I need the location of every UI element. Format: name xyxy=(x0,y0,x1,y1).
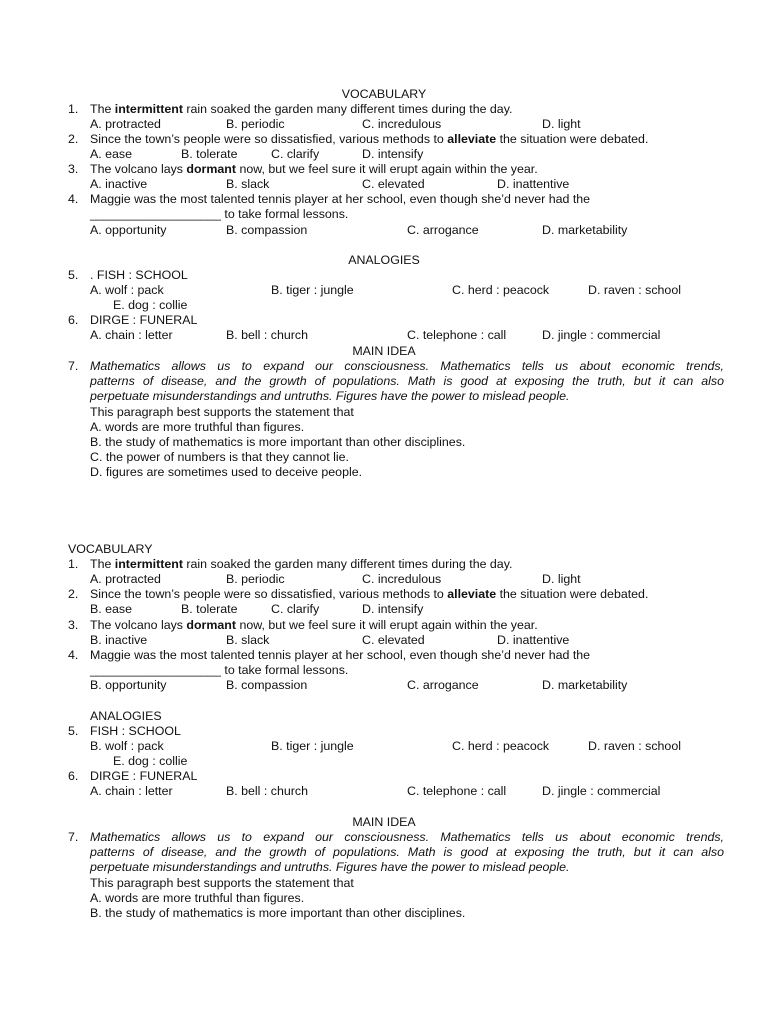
answer-option: B. the study of mathematics is more important than other disciplines. xyxy=(90,906,466,920)
answer-option: C. elevated xyxy=(362,177,425,191)
passage-line: patterns of disease, and the growth of populations. Math is good at exposing the truth, but it can also xyxy=(90,374,724,388)
answer-option: B. compassion xyxy=(226,223,308,237)
answer-option: C. telephone : call xyxy=(407,328,507,342)
answer-option: D. intensify xyxy=(362,602,424,616)
answer-option: B. wolf : pack xyxy=(90,739,164,753)
answer-option: A. protracted xyxy=(90,117,161,131)
answer-option: A. inactive xyxy=(90,177,148,191)
stem-text: rain soaked the garden many different times during the day. xyxy=(182,557,513,571)
stem-text: Since the town’s people were so dissatisfied, various methods to xyxy=(90,132,448,146)
answer-option: B. tolerate xyxy=(181,602,238,616)
answer-option: B. opportunity xyxy=(90,678,167,692)
answer-option: D. marketability xyxy=(542,678,628,692)
question-stem xyxy=(90,132,648,147)
stem-text: The volcano lays xyxy=(90,162,187,176)
answer-option: B. slack xyxy=(226,177,270,191)
question-number: 6. xyxy=(68,313,79,327)
answer-option: A. words are more truthful than figures. xyxy=(90,420,305,434)
question-number: 5. xyxy=(68,724,79,738)
answer-option: C. arrogance xyxy=(407,223,479,237)
answer-option: C. herd : peacock xyxy=(452,283,550,297)
answer-option: C. clarify xyxy=(271,602,320,616)
question-stem xyxy=(90,618,538,633)
question-stem: DIRGE : FUNERAL xyxy=(90,313,198,327)
question-stem xyxy=(90,102,512,117)
question-stem: . FISH : SCHOOL xyxy=(90,268,188,282)
keyword: dormant xyxy=(186,618,236,632)
answer-option: A. words are more truthful than figures. xyxy=(90,891,305,905)
question-number: 2. xyxy=(68,587,79,601)
answer-option: C. incredulous xyxy=(362,572,442,586)
stem-text: rain soaked the garden many different times during the day. xyxy=(182,102,513,116)
question-stem-continued: ___________________ to take formal lessons. xyxy=(90,663,349,677)
question-number: 7. xyxy=(68,830,79,844)
answer-option: A. chain : letter xyxy=(90,784,173,798)
answer-option: D. figures are sometimes used to deceive people. xyxy=(90,465,363,479)
question-number: 2. xyxy=(68,132,79,146)
answer-option: C. arrogance xyxy=(407,678,479,692)
main-idea-heading: MAIN IDEA xyxy=(352,344,416,358)
keyword: dormant xyxy=(186,162,236,176)
question-number: 1. xyxy=(68,102,79,116)
passage-line: perpetuate misunderstandings and untruths. Figures have the power to mislead people. xyxy=(90,389,570,403)
question-stem: Maggie was the most talented tennis player at her school, even though she’d never had the xyxy=(90,648,591,662)
question-number: 4. xyxy=(68,192,79,206)
keyword: alleviate xyxy=(447,587,497,601)
keyword: intermittent xyxy=(114,102,183,116)
answer-option: D. inattentive xyxy=(497,177,570,191)
answer-option: A. protracted xyxy=(90,572,161,586)
answer-option: D. raven : school xyxy=(588,739,681,753)
answer-option: A. wolf : pack xyxy=(90,283,164,297)
answer-option: C. incredulous xyxy=(362,117,442,131)
question-number: 1. xyxy=(68,557,79,571)
keyword: alleviate xyxy=(447,132,497,146)
answer-option: B. bell : church xyxy=(226,784,308,798)
question-stem-continued: ___________________ to take formal lessons. xyxy=(90,207,349,221)
answer-option: D. jingle : commercial xyxy=(542,784,661,798)
stem-text: Since the town’s people were so dissatisfied, various methods to xyxy=(90,587,448,601)
answer-option: D. intensify xyxy=(362,147,424,161)
answer-option: B. the study of mathematics is more important than other disciplines. xyxy=(90,435,466,449)
main-idea-heading: MAIN IDEA xyxy=(352,815,416,829)
answer-option: B. bell : church xyxy=(226,328,308,342)
question-number: 7. xyxy=(68,359,79,373)
passage-line: perpetuate misunderstandings and untruths. Figures have the power to mislead people. xyxy=(90,860,570,874)
answer-option: A. chain : letter xyxy=(90,328,173,342)
vocabulary-heading: VOCABULARY xyxy=(68,542,153,556)
answer-option: B. compassion xyxy=(226,678,308,692)
keyword: intermittent xyxy=(114,557,183,571)
answer-option: B. ease xyxy=(90,602,133,616)
passage-line: patterns of disease, and the growth of populations. Math is good at exposing the truth, but it can also xyxy=(90,845,724,859)
answer-option: D. light xyxy=(542,572,581,586)
answer-option: B. slack xyxy=(226,633,270,647)
answer-option: D. inattentive xyxy=(497,633,570,647)
stem-text: the situation were debated. xyxy=(496,132,649,146)
answer-option: D. light xyxy=(542,117,581,131)
stem-text: The xyxy=(90,557,115,571)
question-prompt: This paragraph best supports the statement that xyxy=(90,405,354,419)
answer-option: C. the power of numbers is that they cannot lie. xyxy=(90,450,349,464)
answer-option: B. periodic xyxy=(226,117,285,131)
analogies-heading: ANALOGIES xyxy=(348,253,420,267)
answer-option: B. periodic xyxy=(226,572,285,586)
question-stem: FISH : SCHOOL xyxy=(90,724,181,738)
answer-option: E. dog : collie xyxy=(113,754,188,768)
question-stem: DIRGE : FUNERAL xyxy=(90,769,198,783)
answer-option: D. marketability xyxy=(542,223,628,237)
answer-option: C. herd : peacock xyxy=(452,739,550,753)
question-number: 6. xyxy=(68,769,79,783)
question-number: 4. xyxy=(68,648,79,662)
question-number: 5. xyxy=(68,268,79,282)
question-stem: Maggie was the most talented tennis player at her school, even though she’d never had the xyxy=(90,192,591,206)
question-stem xyxy=(90,557,512,572)
answer-option: C. clarify xyxy=(271,147,320,161)
passage-line: Mathematics allows us to expand our consciousness. Mathematics tells us about economic trends, xyxy=(90,359,724,373)
stem-text: now, but we feel sure it will erupt again within the year. xyxy=(236,162,538,176)
stem-text: The xyxy=(90,102,115,116)
answer-option: E. dog : collie xyxy=(113,298,188,312)
question-number: 3. xyxy=(68,162,79,176)
vocabulary-heading: VOCABULARY xyxy=(341,87,427,101)
answer-option: A. ease xyxy=(90,147,133,161)
answer-option: B. tiger : jungle xyxy=(271,739,354,753)
stem-text: The volcano lays xyxy=(90,618,187,632)
stem-text: now, but we feel sure it will erupt again within the year. xyxy=(236,618,538,632)
answer-option: B. tiger : jungle xyxy=(271,283,354,297)
analogies-heading: ANALOGIES xyxy=(90,709,162,723)
answer-option: C. telephone : call xyxy=(407,784,507,798)
question-prompt: This paragraph best supports the statement that xyxy=(90,876,354,890)
stem-text: the situation were debated. xyxy=(496,587,649,601)
answer-option: C. elevated xyxy=(362,633,425,647)
answer-option: B. tolerate xyxy=(181,147,238,161)
passage-line: Mathematics allows us to expand our consciousness. Mathematics tells us about economic trends, xyxy=(90,830,724,844)
question-stem xyxy=(90,587,648,602)
answer-option: A. opportunity xyxy=(90,223,167,237)
answer-option: D. jingle : commercial xyxy=(542,328,661,342)
question-number: 3. xyxy=(68,618,79,632)
question-stem xyxy=(90,162,538,177)
answer-option: D. raven : school xyxy=(588,283,681,297)
answer-option: B. inactive xyxy=(90,633,148,647)
